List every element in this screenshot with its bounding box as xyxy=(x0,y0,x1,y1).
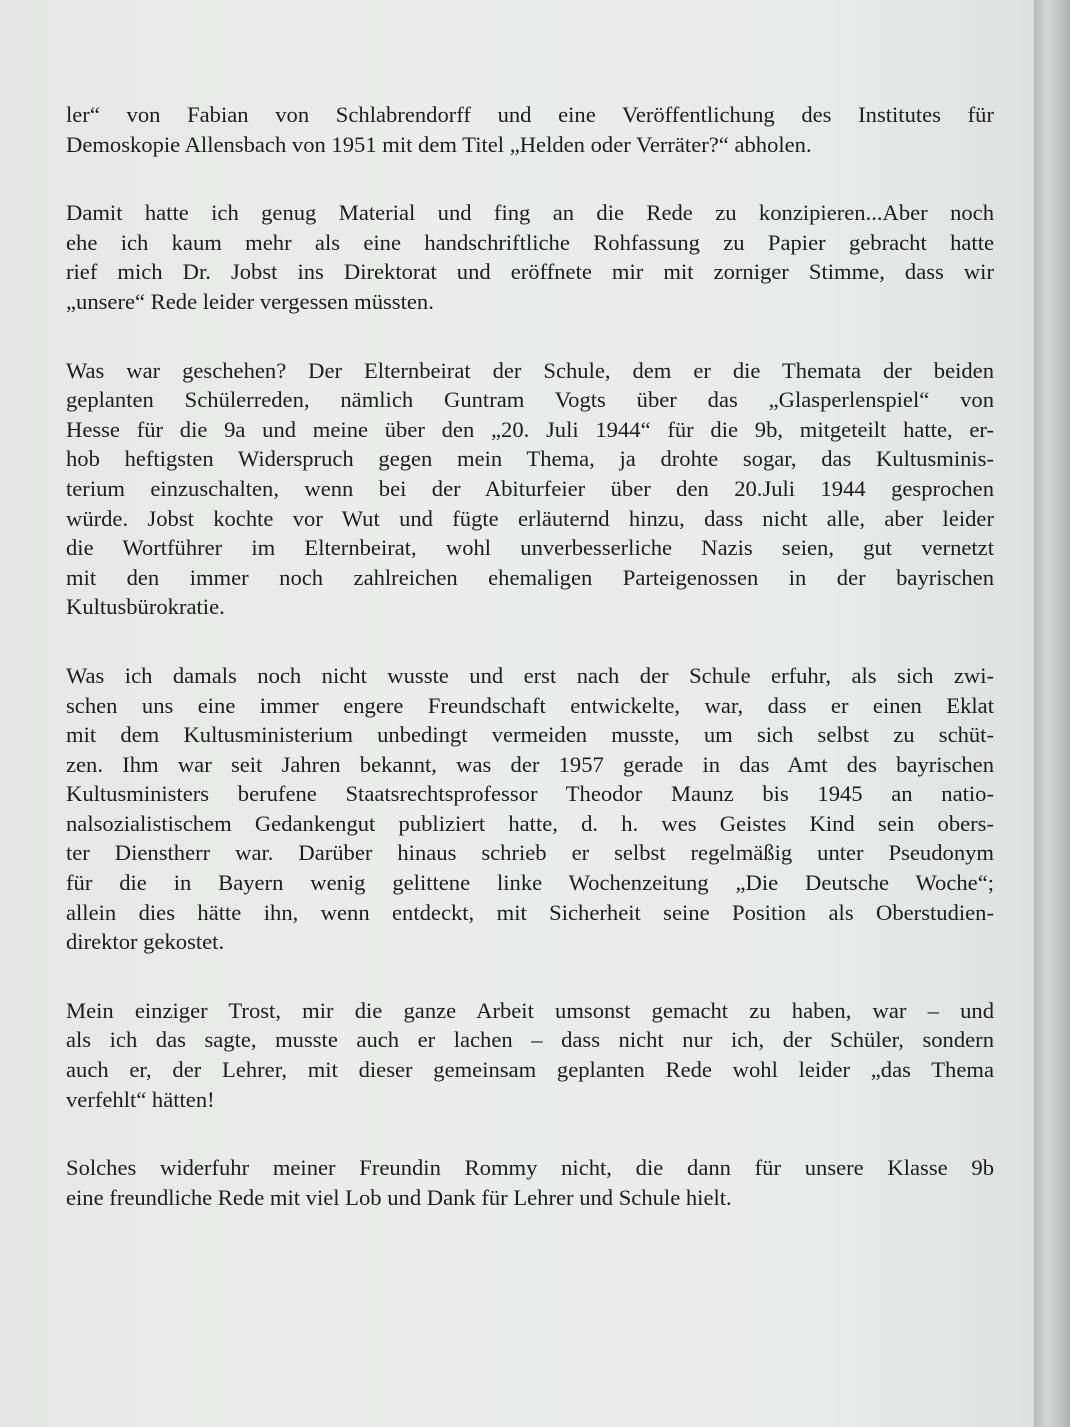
text-line: mit den immer noch zahlreichen ehemaligen Parteigenossen in der bayrischen xyxy=(66,564,994,590)
text-line: hob heftigsten Widerspruch gegen mein Thema, ja drohte sogar, das Kultusminis- xyxy=(66,446,994,472)
text-line: ter Dienstherr war. Darüber hinaus schrieb er selbst regelmäßig unter Pseudonym xyxy=(66,840,994,866)
paragraph-1 xyxy=(66,100,994,159)
text-line: Demoskopie Allensbach von 1951 mit dem Titel „Helden oder Verräter?“ abholen. xyxy=(66,131,812,157)
paragraph-4 xyxy=(66,661,994,957)
text-line: Hesse für die 9a und meine über den „20. Juli 1944“ für die 9b, mitgeteilt hatte, er- xyxy=(66,416,994,442)
text-line: ehe ich kaum mehr als eine handschriftliche Rohfassung zu Papier gebracht hatte xyxy=(66,229,994,255)
text-line: Kultusministers berufene Staatsrechtsprofessor Theodor Maunz bis 1945 an natio- xyxy=(66,781,994,807)
text-line: eine freundliche Rede mit viel Lob und Dank für Lehrer und Schule hielt. xyxy=(66,1184,732,1210)
text-line: terium einzuschalten, wenn bei der Abiturfeier über den 20.Juli 1944 gesprochen xyxy=(66,475,994,501)
text-line: direktor gekostet. xyxy=(66,929,225,955)
text-line: als ich das sagte, musste auch er lachen – dass nicht nur ich, der Schüler, sondern xyxy=(66,1027,994,1053)
text-line: Was ich damals noch nicht wusste und erst nach der Schule erfuhr, als sich zwi- xyxy=(66,662,994,688)
text-line: auch er, der Lehrer, mit dieser gemeinsam geplanten Rede wohl leider „das Thema xyxy=(66,1057,994,1083)
text-line: Solches widerfuhr meiner Freundin Rommy nicht, die dann für unsere Klasse 9b xyxy=(66,1155,994,1181)
body-text xyxy=(66,100,994,1251)
text-line: zen. Ihm war seit Jahren bekannt, was der 1957 gerade in das Amt des bayrischen xyxy=(66,751,994,777)
text-line: ler“ von Fabian von Schlabrendorff und eine Veröffentlichung des Institutes für xyxy=(66,102,994,127)
text-line: die Wortführer im Elternbeirat, wohl unverbesserliche Nazis seien, gut vernetzt xyxy=(66,535,994,561)
text-line: Was war geschehen? Der Elternbeirat der Schule, dem er die Themata der beiden xyxy=(66,357,994,383)
text-line: schen uns eine immer engere Freundschaft entwickelte, war, dass er einen Eklat xyxy=(66,692,994,718)
text-line: würde. Jobst kochte vor Wut und fügte erläuternd hinzu, dass nicht alle, aber leider xyxy=(66,505,994,531)
text-line: nalsozialistischem Gedankengut publiziert hatte, d. h. wes Geistes Kind sein obers- xyxy=(66,810,994,836)
text-line: „unsere“ Rede leider vergessen müssten. xyxy=(66,288,434,314)
text-line: verfehlt“ hätten! xyxy=(66,1086,215,1112)
paragraph-5 xyxy=(66,996,994,1114)
text-line: rief mich Dr. Jobst ins Direktorat und eröffnete mir mit zorniger Stimme, dass wir xyxy=(66,259,994,285)
text-line: Damit hatte ich genug Material und fing an die Rede zu konzipieren...Aber noch xyxy=(66,200,994,226)
paragraph-6 xyxy=(66,1153,994,1212)
text-line: geplanten Schülerreden, nämlich Guntram Vogts über das „Glasperlenspiel“ von xyxy=(66,387,994,413)
paragraph-3 xyxy=(66,356,994,622)
text-line: Kultusbürokratie. xyxy=(66,594,225,620)
paragraph-2 xyxy=(66,198,994,316)
adjacent-page-edge xyxy=(1034,0,1070,1427)
text-line: für die in Bayern wenig gelittene linke Wochenzeitung „Die Deutsche Woche“; xyxy=(66,870,994,896)
text-line: Mein einziger Trost, mir die ganze Arbeit umsonst gemacht zu haben, war – und xyxy=(66,997,994,1023)
text-line: allein dies hätte ihn, wenn entdeckt, mit Sicherheit seine Position als Oberstudien- xyxy=(66,899,994,925)
text-line: mit dem Kultusministerium unbedingt vermeiden musste, um sich selbst zu schüt- xyxy=(66,722,994,748)
